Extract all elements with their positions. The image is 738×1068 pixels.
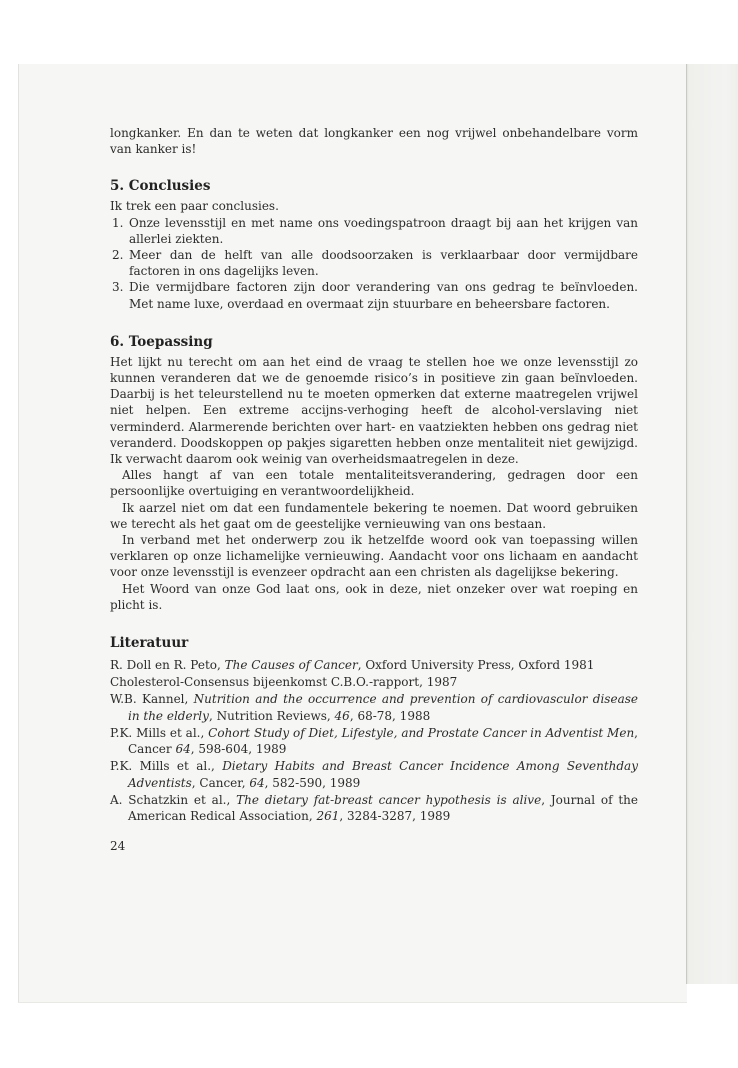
reference-item: R. Doll en R. Peto, The Causes of Cancer, Oxford University Press, Oxford 1981 <box>110 658 595 673</box>
top-paragraph: longkanker. En dan te weten dat longkanker een nog vrijwel onbehandelbare vorm van kanker is! <box>110 126 638 157</box>
reference-item: P.K. Mills et al., Cohort Study of Diet, Lifestyle, and Prostate Cancer in Adventist Men, Cancer 64, 598-604, 1989 <box>110 725 638 757</box>
reference-item: Cholesterol-Consensus bijeenkomst C.B.O.-rapport, 1987 <box>110 675 458 690</box>
section-6-paragraph: Het lijkt nu terecht om aan het eind de vraag te stellen hoe we onze levensstijl zo kunnen veranderen dat we de genoemde risico’s in positieve zin gaan beïnvloeden. Daarbij is het teleurstellend nu te moeten opmerken dat externe maatregelen vrijwel niet helpen. Een extreme accijns-verhoging heeft de alcohol-verslaving niet verminderd. Alarmerende berichten over hart- en vaatziekten hebben ons gedrag niet veranderd. Doodskoppen op pakjes sigaretten hebben onze mentaliteit niet gewijzigd. Ik verwacht daarom ook weinig van overheidsmaatregelen in deze. <box>110 354 638 467</box>
reference-list <box>110 657 638 824</box>
conclusions-list <box>110 215 638 312</box>
reference-item: P.K. Mills et al., Dietary Habits and Breast Cancer Incidence Among Seventhday Adventists, Cancer, 64, 582-590, 1989 <box>110 759 638 790</box>
section-6-paragraph: Ik aarzel niet om dat een fundamentele bekering te noemen. Dat woord gebruiken we terecht als het gaat om de geestelijke vernieuwing van ons bestaan. <box>110 500 638 531</box>
page-number: 24 <box>110 839 126 854</box>
page-edge-strip <box>686 64 738 984</box>
list-item: 1. Onze levensstijl en met name ons voedingspatroon draagt bij aan het krijgen van allerlei ziekten. <box>112 215 638 246</box>
section-5-heading: 5. Conclusies <box>110 178 211 195</box>
page-edge-line <box>686 64 687 984</box>
section-5-intro: Ik trek een paar conclusies. <box>110 199 279 214</box>
page-text <box>110 125 638 854</box>
section-6-paragraph: Het Woord van onze God laat ons, ook in deze, niet onzeker over wat roeping en plicht is. <box>110 581 638 612</box>
section-6-paragraph: Alles hangt af van een totale mentaliteitsverandering, gedragen door een persoonlijke overtuiging en verantwoordelijkheid. <box>110 468 638 499</box>
list-item: 3. Die vermijdbare factoren zijn door verandering van ons gedrag te beïnvloeden. Met name luxe, overdaad en overmaat zijn stuurbare en beheersbare factoren. <box>112 280 638 311</box>
literature-heading: Literatuur <box>110 635 189 652</box>
reference-item: W.B. Kannel, Nutrition and the occurrence and prevention of cardiovasculor disease in the elderly, Nutrition Reviews, 46, 68-78, 1988 <box>110 692 638 723</box>
reference-item: A. Schatzkin et al., The dietary fat-breast cancer hypothesis is alive, Journal of the American Redical Association, 261, 3284-3287, 1989 <box>110 792 638 823</box>
list-item: 2. Meer dan de helft van alle doodsoorzaken is verklaarbaar door vermijdbare factoren in ons dagelijks leven. <box>112 248 638 279</box>
section-6-heading: 6. Toepassing <box>110 333 213 350</box>
section-6-paragraph: In verband met het onderwerp zou ik hetzelfde woord ook van toepassing willen verklaren op onze lichamelijke vernieuwing. Aandacht voor ons lichaam en aandacht voor onze levensstijl is evenzeer opdracht aan een christen als dagelijkse bekering. <box>110 533 638 580</box>
